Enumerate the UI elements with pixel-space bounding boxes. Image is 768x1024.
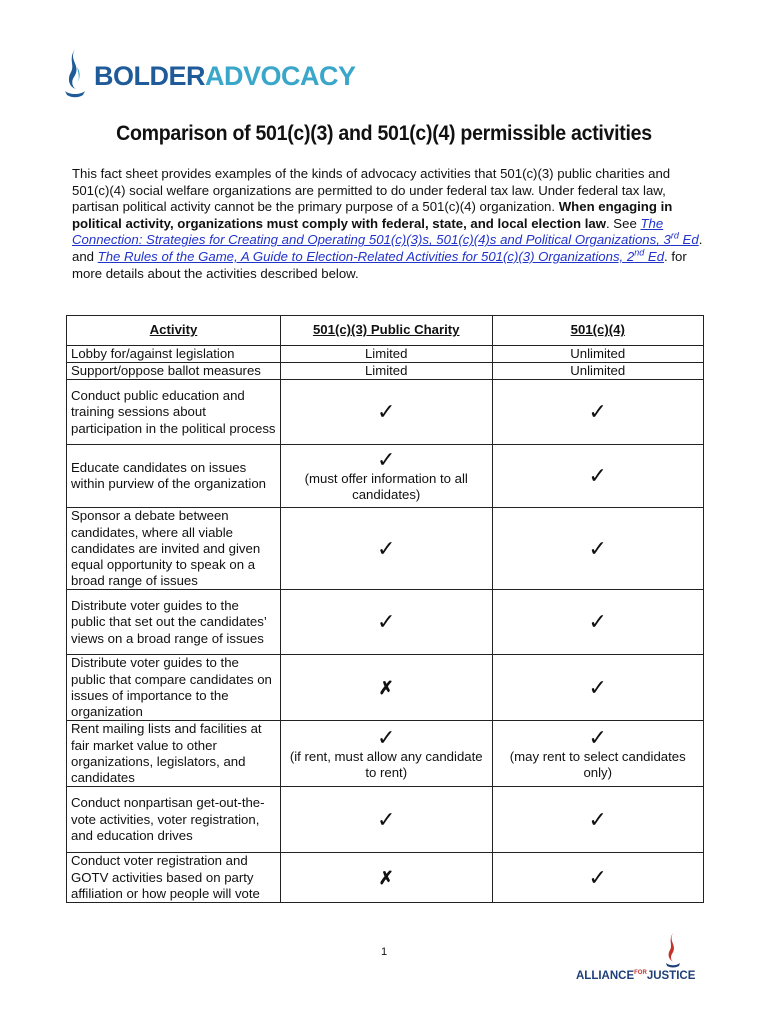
logo-text-advocacy: ADVOCACY [205, 60, 356, 91]
checkmark-icon: ✓ [588, 535, 607, 561]
bolder-advocacy-logo [62, 46, 356, 106]
logo-text-bolder: BOLDER [94, 60, 205, 91]
afj-text-justice: JUSTICE [646, 970, 696, 982]
link-rules-of-the-game-sup: nd [634, 247, 645, 258]
c3-cell [280, 508, 492, 590]
intro-text-1: This fact sheet provides examples of the kinds of advocacy activities that 501(c)(3) public charities and 501(c)(4) social welfare organizations are permitted to do under federal tax law. Under federal tax law, partisan political activity cannot be the primary purpose of a 501(c)(4) organization. [72, 166, 671, 215]
activity-cell: Conduct public education and training sessions about participation in the political process [67, 380, 281, 445]
c3-cell [280, 655, 492, 721]
c3-note: (if rent, must allow any candidate to rent) [289, 748, 483, 780]
activity-cell: Distribute voter guides to the public that compare candidates on issues of importance to the organization [67, 655, 281, 721]
activity-cell: Educate candidates on issues within purview of the organization [67, 445, 281, 508]
activity-cell: Distribute voter guides to the public that set out the candidates’ views on a broad range of issues [67, 590, 281, 655]
checkmark-icon: ✓ [377, 447, 396, 473]
c3-cell [280, 380, 492, 445]
checkmark-icon: ✓ [588, 806, 607, 832]
c4-cell: Unlimited [492, 363, 704, 380]
cross-icon: ✗ [378, 677, 394, 698]
c4-cell [492, 380, 704, 445]
checkmark-icon: ✓ [588, 463, 607, 489]
checkmark-icon: ✓ [588, 399, 607, 425]
intro-text-3: . and [72, 232, 703, 264]
table-row [67, 655, 704, 721]
link-rules-of-the-game-end: Ed [644, 248, 665, 264]
table-row [67, 590, 704, 655]
link-the-connection-sup: rd [670, 230, 679, 241]
checkmark-icon: ✓ [377, 535, 396, 561]
header-activity: Activity [67, 316, 281, 346]
c3-cell [280, 445, 492, 508]
alliance-for-justice-logo [576, 932, 708, 988]
c3-cell: Limited [280, 363, 492, 380]
table-row [67, 380, 704, 445]
afj-text-alliance: ALLIANCE [576, 970, 635, 982]
link-the-connection-end: Ed [678, 232, 699, 248]
link-the-connection-text: The Connection: Strategies for Creating and Operating 501(c)(3)s, 501(c)(4)s and Political Organizations, 3 [72, 215, 671, 248]
link-rules-of-the-game-text: The Rules of the Game, A Guide to Election-Related Activities for 501(c)(3) Organizations, 2 [97, 248, 635, 264]
checkmark-icon: ✓ [588, 864, 607, 890]
c4-cell: Unlimited [492, 346, 704, 363]
intro-text-4: . for more details about the activities described below. [72, 248, 687, 281]
activity-cell: Rent mailing lists and facilities at fair market value to other organizations, legislators, and candidates [67, 721, 281, 787]
checkmark-icon: ✓ [377, 609, 396, 635]
table-row [67, 363, 704, 380]
page-number: 1 [380, 946, 388, 958]
afj-text-for: FOR [634, 970, 647, 976]
afj-wordmark [576, 970, 695, 982]
flame-torch-icon [664, 932, 682, 972]
c4-cell [492, 445, 704, 508]
activity-cell: Conduct voter registration and GOTV activities based on party affiliation or how people will vote [67, 853, 281, 903]
c4-cell [492, 853, 704, 903]
c4-cell [492, 590, 704, 655]
c4-cell [492, 787, 704, 853]
cross-icon: ✗ [378, 867, 394, 888]
checkmark-icon: ✓ [377, 724, 396, 750]
checkmark-icon: ✓ [377, 399, 396, 425]
table-header-row [67, 316, 704, 346]
logo-wordmark [94, 61, 356, 92]
checkmark-icon: ✓ [588, 674, 607, 700]
intro-bold-election-law: When engaging in political activity, organizations must comply with federal, state, and local election law [72, 199, 673, 231]
activity-cell: Lobby for/against legislation [67, 346, 281, 363]
document-title: Comparison of 501(c)(3) and 501(c)(4) permissible activities [116, 122, 652, 145]
intro-paragraph [72, 166, 704, 282]
table-row [67, 346, 704, 363]
checkmark-icon: ✓ [377, 806, 396, 832]
c3-cell [280, 853, 492, 903]
table-row [67, 787, 704, 853]
c4-cell [492, 721, 704, 787]
c4-cell [492, 508, 704, 590]
c3-cell [280, 590, 492, 655]
c3-cell [280, 787, 492, 853]
table-row [67, 445, 704, 508]
header-501c4: 501(c)(4) [492, 316, 704, 346]
c4-note: (may rent to select candidates only) [509, 748, 686, 780]
table-row [67, 853, 704, 903]
activity-cell: Sponsor a debate between candidates, where all viable candidates are invited and given equal opportunity to speak on a broad range of issues [67, 508, 281, 590]
activity-cell: Support/oppose ballot measures [67, 363, 281, 380]
checkmark-icon: ✓ [588, 609, 607, 635]
activity-cell: Conduct nonpartisan get-out-the-vote activities, voter registration, and education drives [67, 787, 281, 853]
intro-text-2: . See [605, 215, 641, 231]
header-501c3: 501(c)(3) Public Charity [280, 316, 492, 346]
c4-cell [492, 655, 704, 721]
c3-cell: Limited [280, 346, 492, 363]
c3-cell [280, 721, 492, 787]
link-rules-of-the-game[interactable] [98, 249, 664, 264]
checkmark-icon: ✓ [588, 724, 607, 750]
c3-note: (must offer information to all candidates) [304, 471, 468, 503]
comparison-table [66, 315, 704, 903]
table-row [67, 721, 704, 787]
flame-torch-icon [62, 47, 88, 105]
table-row [67, 508, 704, 590]
